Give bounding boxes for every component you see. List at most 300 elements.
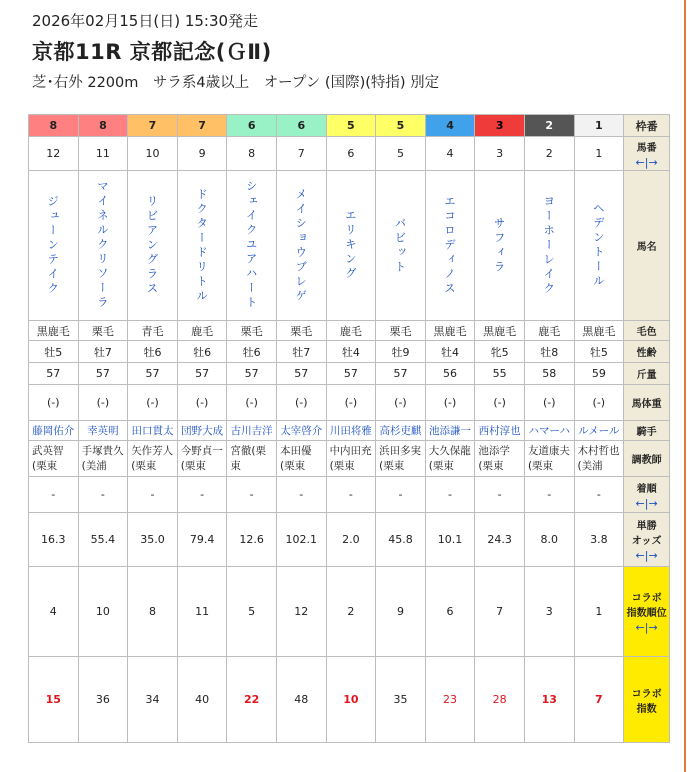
collab-index-cell: [425, 657, 475, 743]
body-weight: (-): [394, 396, 407, 409]
waku-cell: [29, 115, 79, 137]
label-text: 着順: [636, 483, 657, 495]
waku-number: 5: [347, 119, 355, 132]
win-odds-cell: [574, 513, 624, 567]
label-text: 騎手: [636, 427, 657, 438]
sex-age-cell: [29, 341, 79, 363]
trainer-name: 本田優(栗東: [279, 444, 312, 472]
sex-age: 牡7: [93, 345, 112, 359]
carried-weight-cell: [227, 363, 277, 385]
sort-toggle-link[interactable]: ←|→: [635, 155, 658, 169]
carried-weight-cell: [574, 363, 624, 385]
collab-rank-cell: [276, 567, 326, 657]
win-odds: 10.1: [437, 533, 463, 546]
horse-name[interactable]: ヘデントール: [591, 202, 606, 289]
label-weight: [624, 363, 670, 385]
horse-number: 4: [446, 147, 454, 160]
collab-rank: 11: [195, 605, 210, 618]
finish-position-cell: [524, 477, 574, 513]
body-weight: (-): [592, 396, 606, 409]
coat-color: 栗毛: [389, 324, 412, 338]
trainer-name: 矢作芳人(栗東: [131, 444, 174, 472]
trainer-name: 友道康夫(栗東: [527, 444, 570, 472]
horse-number-cell: [177, 137, 227, 171]
collab-index: 48: [294, 693, 309, 706]
jockey-name[interactable]: 団野大成: [181, 425, 224, 437]
collab-rank-cell: [227, 567, 277, 657]
body-weight: (-): [96, 396, 110, 409]
finish-position-cell: [376, 477, 426, 513]
horse-number: 8: [248, 147, 256, 160]
coat-color: 鹿毛: [339, 324, 362, 338]
label-sexage: [624, 341, 670, 363]
trainer-name: 浜田多実(栗東: [379, 444, 422, 472]
label-waku: [624, 115, 670, 137]
collab-index: 35: [393, 693, 408, 706]
collab-rank: 10: [95, 605, 110, 618]
waku-cell: [376, 115, 426, 137]
jockey-name-cell[interactable]: [227, 421, 277, 441]
jockey-name[interactable]: 太宰啓介: [280, 425, 323, 437]
coat-color: 黒鹿毛: [433, 324, 467, 338]
label-body: [624, 385, 670, 421]
coat-color: 鹿毛: [191, 324, 214, 338]
carried-weight: 57: [46, 367, 61, 380]
horse-number: 12: [46, 147, 61, 160]
sex-age: 牡5: [44, 345, 63, 359]
waku-cell: [574, 115, 624, 137]
waku-cell: [326, 115, 376, 137]
jockey-name[interactable]: 幸英明: [87, 425, 119, 437]
sex-age-cell: [326, 341, 376, 363]
trainer-name-cell: [326, 441, 376, 477]
horse-number-cell: [425, 137, 475, 171]
carried-weight: 58: [542, 367, 557, 380]
label-coat: [624, 321, 670, 341]
trainer-name: 木村哲也(美浦: [577, 444, 620, 472]
waku-number: 4: [446, 119, 454, 132]
body-weight: (-): [146, 396, 159, 409]
collab-rank: 7: [496, 605, 504, 618]
coat-color-cell: [78, 321, 128, 341]
sex-age: 牡6: [143, 345, 162, 359]
collab-index: 34: [145, 693, 160, 706]
win-odds-cell: [376, 513, 426, 567]
sort-toggle-link[interactable]: ←|→: [635, 496, 658, 510]
horse-name-cell[interactable]: [574, 171, 624, 321]
horse-name-cell[interactable]: [29, 171, 79, 321]
collab-rank-cell: [425, 567, 475, 657]
body-weight-cell: [29, 385, 79, 421]
sex-age: 牡5: [589, 345, 608, 359]
carried-weight-cell: [524, 363, 574, 385]
win-odds: 8.0: [540, 533, 558, 546]
body-weight: (-): [245, 396, 258, 409]
horse-name-cell[interactable]: [276, 171, 326, 321]
jockey-name-cell[interactable]: [177, 421, 227, 441]
horse-number-cell: [227, 137, 277, 171]
body-weight: (-): [47, 396, 60, 409]
body-weight: (-): [195, 396, 209, 409]
trainer-name: 武英智(栗東: [32, 444, 64, 472]
carried-weight: 57: [95, 367, 110, 380]
label-text: コラボ: [631, 593, 662, 604]
jockey-name[interactable]: ハマーハ: [528, 425, 570, 437]
collab-rank: 8: [148, 605, 156, 618]
waku-cell: [524, 115, 574, 137]
finish-position: -: [448, 488, 453, 501]
jockey-name-cell[interactable]: [276, 421, 326, 441]
jockey-name-cell[interactable]: [29, 421, 79, 441]
win-odds-cell: [524, 513, 574, 567]
finish-position: -: [51, 488, 56, 501]
finish-position: -: [398, 488, 403, 501]
collab-index-cell: [376, 657, 426, 743]
carried-weight: 55: [492, 367, 507, 380]
sex-age: 牡4: [341, 345, 360, 359]
horse-name[interactable]: ドクタードリトル: [195, 187, 210, 304]
waku-number: 7: [148, 119, 157, 132]
win-odds-cell: [425, 513, 475, 567]
collab-index-cell: [78, 657, 128, 743]
collab-rank-cell: [78, 567, 128, 657]
horse-name[interactable]: サフィラ: [492, 216, 507, 275]
collab-index: 36: [95, 693, 110, 706]
carried-weight-cell: [475, 363, 525, 385]
horse-name[interactable]: ヨーホーレイク: [542, 194, 557, 297]
horse-number-cell: [326, 137, 376, 171]
trainer-name: 手塚貴久(美浦: [81, 444, 124, 472]
jockey-name-cell[interactable]: [425, 421, 475, 441]
collab-index: 15: [45, 693, 61, 706]
trainer-name-cell: [276, 441, 326, 477]
body-weight: (-): [493, 396, 506, 409]
win-odds: 12.6: [239, 533, 264, 546]
coat-color: 黒鹿毛: [36, 324, 70, 338]
horse-number: 7: [297, 147, 305, 160]
finish-position-cell: [276, 477, 326, 513]
win-odds: 45.8: [388, 533, 413, 546]
sex-age-cell: [78, 341, 128, 363]
win-odds-cell: [326, 513, 376, 567]
label-rank: [624, 567, 670, 657]
coat-color-cell: [29, 321, 79, 341]
win-odds-cell: [29, 513, 79, 567]
waku-number: 1: [595, 119, 603, 132]
jockey-name[interactable]: 田口貫太: [131, 425, 174, 437]
sex-age-cell: [177, 341, 227, 363]
horse-name[interactable]: エリキング: [343, 209, 358, 282]
jockey-name-cell[interactable]: [574, 421, 624, 441]
waku-cell: [475, 115, 525, 137]
coat-color-cell: [574, 321, 624, 341]
horse-number-cell: [78, 137, 128, 171]
carried-weight: 56: [443, 367, 458, 380]
carried-weight-cell: [29, 363, 79, 385]
finish-position-cell: [29, 477, 79, 513]
collab-index-cell: [227, 657, 277, 743]
jockey-name[interactable]: 池添謙一: [429, 425, 472, 437]
waku-cell: [128, 115, 178, 137]
win-odds-cell: [177, 513, 227, 567]
finish-position: -: [200, 488, 205, 501]
coat-color-cell: [425, 321, 475, 341]
carried-weight-cell: [326, 363, 376, 385]
sort-toggle-link[interactable]: ←|→: [635, 621, 658, 634]
collab-index: 28: [492, 693, 507, 706]
finish-position-cell: [78, 477, 128, 513]
win-odds: 3.8: [590, 533, 608, 546]
sort-toggle-link[interactable]: ←|→: [635, 549, 658, 562]
body-weight-cell: [227, 385, 277, 421]
finish-position: -: [547, 488, 552, 501]
jockey-name[interactable]: 藤岡佑介: [32, 425, 75, 437]
label-num: [624, 137, 670, 171]
carried-weight-cell: [425, 363, 475, 385]
horse-name-cell[interactable]: [475, 171, 525, 321]
waku-cell: [78, 115, 128, 137]
label-name: [624, 171, 670, 321]
trainer-name-cell: [376, 441, 426, 477]
horse-name-cell[interactable]: [78, 171, 128, 321]
horse-name[interactable]: シェイクユアハート: [244, 180, 259, 311]
horse-number-cell: [376, 137, 426, 171]
waku-number: 3: [495, 119, 504, 132]
body-weight-cell: [425, 385, 475, 421]
sex-age: 牡4: [441, 345, 460, 359]
trainer-name: 大久保龍(栗東: [428, 444, 471, 472]
collab-rank-cell: [128, 567, 178, 657]
collab-index: 10: [343, 693, 359, 706]
horse-number-cell: [475, 137, 525, 171]
coat-color-cell: [475, 321, 525, 341]
horse-name-cell[interactable]: [227, 171, 277, 321]
entry-table: [28, 114, 670, 743]
collab-index-cell: [276, 657, 326, 743]
horse-name[interactable]: エコロディノス: [443, 194, 458, 297]
jockey-name-cell[interactable]: [475, 421, 525, 441]
finish-position-cell: [227, 477, 277, 513]
waku-number: 5: [396, 119, 405, 132]
body-weight: (-): [443, 396, 457, 409]
label-text: 毛色: [636, 327, 657, 338]
body-weight-cell: [574, 385, 624, 421]
race-date: 2026年02月15日(日) 15:30発走: [32, 12, 259, 30]
body-weight-cell: [475, 385, 525, 421]
body-weight: (-): [344, 396, 358, 409]
win-odds: 24.3: [487, 533, 512, 546]
win-odds: 55.4: [90, 533, 116, 546]
coat-color-cell: [376, 321, 426, 341]
horse-name[interactable]: バビット: [393, 216, 408, 275]
horse-name[interactable]: ジューンテイク: [46, 194, 61, 297]
waku-cell: [276, 115, 326, 137]
collab-rank-cell: [326, 567, 376, 657]
finish-position-cell: [177, 477, 227, 513]
jockey-name-cell[interactable]: [78, 421, 128, 441]
jockey-name[interactable]: ルメール: [578, 425, 620, 437]
collab-index-cell: [177, 657, 227, 743]
collab-rank: 3: [545, 605, 553, 618]
jockey-name[interactable]: 西村淳也: [478, 425, 521, 437]
horse-name-cell[interactable]: [128, 171, 178, 321]
collab-index-cell: [475, 657, 525, 743]
horse-name[interactable]: リビアングラス: [145, 194, 160, 297]
sex-age: 牝5: [490, 345, 509, 359]
horse-number-cell: [128, 137, 178, 171]
coat-color: 黒鹿毛: [582, 324, 616, 338]
jockey-name-cell[interactable]: [524, 421, 574, 441]
horse-name-cell[interactable]: [177, 171, 227, 321]
jockey-name[interactable]: 川田将雅: [329, 425, 372, 437]
win-odds: 102.1: [285, 533, 318, 546]
win-odds-cell: [227, 513, 277, 567]
sex-age-cell: [524, 341, 574, 363]
finish-position-cell: [128, 477, 178, 513]
horse-number: 5: [396, 147, 404, 160]
jockey-name-cell[interactable]: [128, 421, 178, 441]
collab-rank: 2: [347, 605, 355, 618]
carried-weight-cell: [78, 363, 128, 385]
trainer-name-cell: [29, 441, 79, 477]
coat-color-cell: [326, 321, 376, 341]
collab-rank-cell: [574, 567, 624, 657]
race-info: 芝･右外 2200m サラ系4歳以上 オープン (国際)(特指) 別定: [32, 75, 440, 91]
horse-number-cell: [29, 137, 79, 171]
coat-color: 栗毛: [290, 324, 313, 338]
collab-rank-cell: [177, 567, 227, 657]
horse-name-cell[interactable]: [326, 171, 376, 321]
finish-position: -: [150, 488, 155, 501]
label-text: 馬番: [636, 142, 657, 154]
jockey-name-cell[interactable]: [326, 421, 376, 441]
win-odds: 35.0: [140, 533, 165, 546]
trainer-name-cell: [177, 441, 227, 477]
coat-color-cell: [524, 321, 574, 341]
sex-age-cell: [475, 341, 525, 363]
body-weight-cell: [177, 385, 227, 421]
carried-weight: 57: [294, 367, 309, 380]
collab-index-cell: [128, 657, 178, 743]
win-odds: 16.3: [41, 533, 66, 546]
collab-rank-cell: [29, 567, 79, 657]
horse-number: 3: [496, 147, 504, 160]
sex-age-cell: [227, 341, 277, 363]
collab-rank-cell: [475, 567, 525, 657]
label-finish: [624, 477, 670, 513]
horse-name[interactable]: マイネルクリソーラ: [95, 180, 110, 311]
label-text: オッズ: [631, 536, 662, 547]
label-text: コラボ: [631, 688, 662, 700]
finish-position-cell: [574, 477, 624, 513]
coat-color: 栗毛: [240, 324, 263, 338]
trainer-name-cell: [128, 441, 178, 477]
collab-rank: 4: [49, 605, 57, 618]
label-text: 調教師: [631, 455, 662, 466]
horse-number-cell: [574, 137, 624, 171]
carried-weight: 59: [591, 367, 606, 380]
horse-number: 2: [545, 147, 553, 160]
label-trainer: [624, 441, 670, 477]
horse-number: 11: [95, 147, 110, 160]
waku-cell: [227, 115, 277, 137]
carried-weight: 57: [244, 367, 259, 380]
waku-cell: [425, 115, 475, 137]
horse-number: 6: [347, 147, 355, 160]
coat-color: 栗毛: [91, 324, 114, 338]
waku-number: 8: [49, 119, 58, 132]
horse-number-cell: [276, 137, 326, 171]
horse-name-cell[interactable]: [524, 171, 574, 321]
trainer-name: 宮徹(栗東: [230, 444, 266, 472]
carried-weight: 57: [393, 367, 408, 380]
win-odds-cell: [475, 513, 525, 567]
label-text: 指数順位: [626, 608, 667, 619]
horse-number-cell: [524, 137, 574, 171]
body-weight: (-): [542, 396, 556, 409]
collab-rank: 9: [396, 605, 404, 618]
jockey-name[interactable]: 高杉吏麒: [379, 425, 422, 437]
coat-color-cell: [276, 321, 326, 341]
sex-age: 牡7: [292, 345, 311, 359]
finish-position: -: [497, 488, 502, 501]
horse-number: 10: [145, 147, 160, 160]
sex-age: 牡8: [540, 345, 559, 359]
label-text: 馬体重: [631, 399, 662, 410]
collab-index: 13: [541, 693, 557, 706]
win-odds-cell: [276, 513, 326, 567]
label-odds: [624, 513, 670, 567]
sex-age-cell: [574, 341, 624, 363]
sex-age: 牡6: [242, 345, 261, 359]
trainer-name-cell: [475, 441, 525, 477]
collab-rank: 1: [595, 605, 603, 618]
jockey-name-cell[interactable]: [376, 421, 426, 441]
label-idx: [624, 657, 670, 743]
collab-rank: 6: [446, 605, 454, 618]
carried-weight-cell: [376, 363, 426, 385]
carried-weight-cell: [177, 363, 227, 385]
jockey-name[interactable]: 古川吉洋: [230, 425, 273, 437]
trainer-name-cell: [227, 441, 277, 477]
sex-age: 牡6: [193, 345, 212, 359]
horse-name-cell[interactable]: [425, 171, 475, 321]
waku-number: 2: [545, 119, 554, 132]
finish-position: -: [299, 488, 304, 501]
carried-weight-cell: [128, 363, 178, 385]
horse-name-cell[interactable]: [376, 171, 426, 321]
win-odds: 2.0: [342, 533, 360, 546]
finish-position: -: [249, 488, 254, 501]
label-jockey: [624, 421, 670, 441]
race-title: 京都11R 京都記念(ＧⅡ): [32, 40, 272, 64]
collab-rank-cell: [376, 567, 426, 657]
finish-position: -: [348, 488, 353, 501]
finish-position-cell: [475, 477, 525, 513]
waku-cell: [177, 115, 227, 137]
collab-index: 7: [595, 693, 603, 706]
trainer-name: 中内田充(栗東: [329, 444, 372, 472]
sex-age-cell: [376, 341, 426, 363]
waku-number: 8: [99, 119, 107, 132]
trainer-name: 今野貞一(栗東: [180, 444, 223, 472]
coat-color-cell: [128, 321, 178, 341]
horse-name[interactable]: メイショウブレゲ: [294, 187, 309, 304]
collab-rank: 5: [248, 605, 256, 618]
label-text: 単勝: [636, 521, 657, 532]
coat-color: 黒鹿毛: [483, 324, 517, 338]
body-weight-cell: [524, 385, 574, 421]
